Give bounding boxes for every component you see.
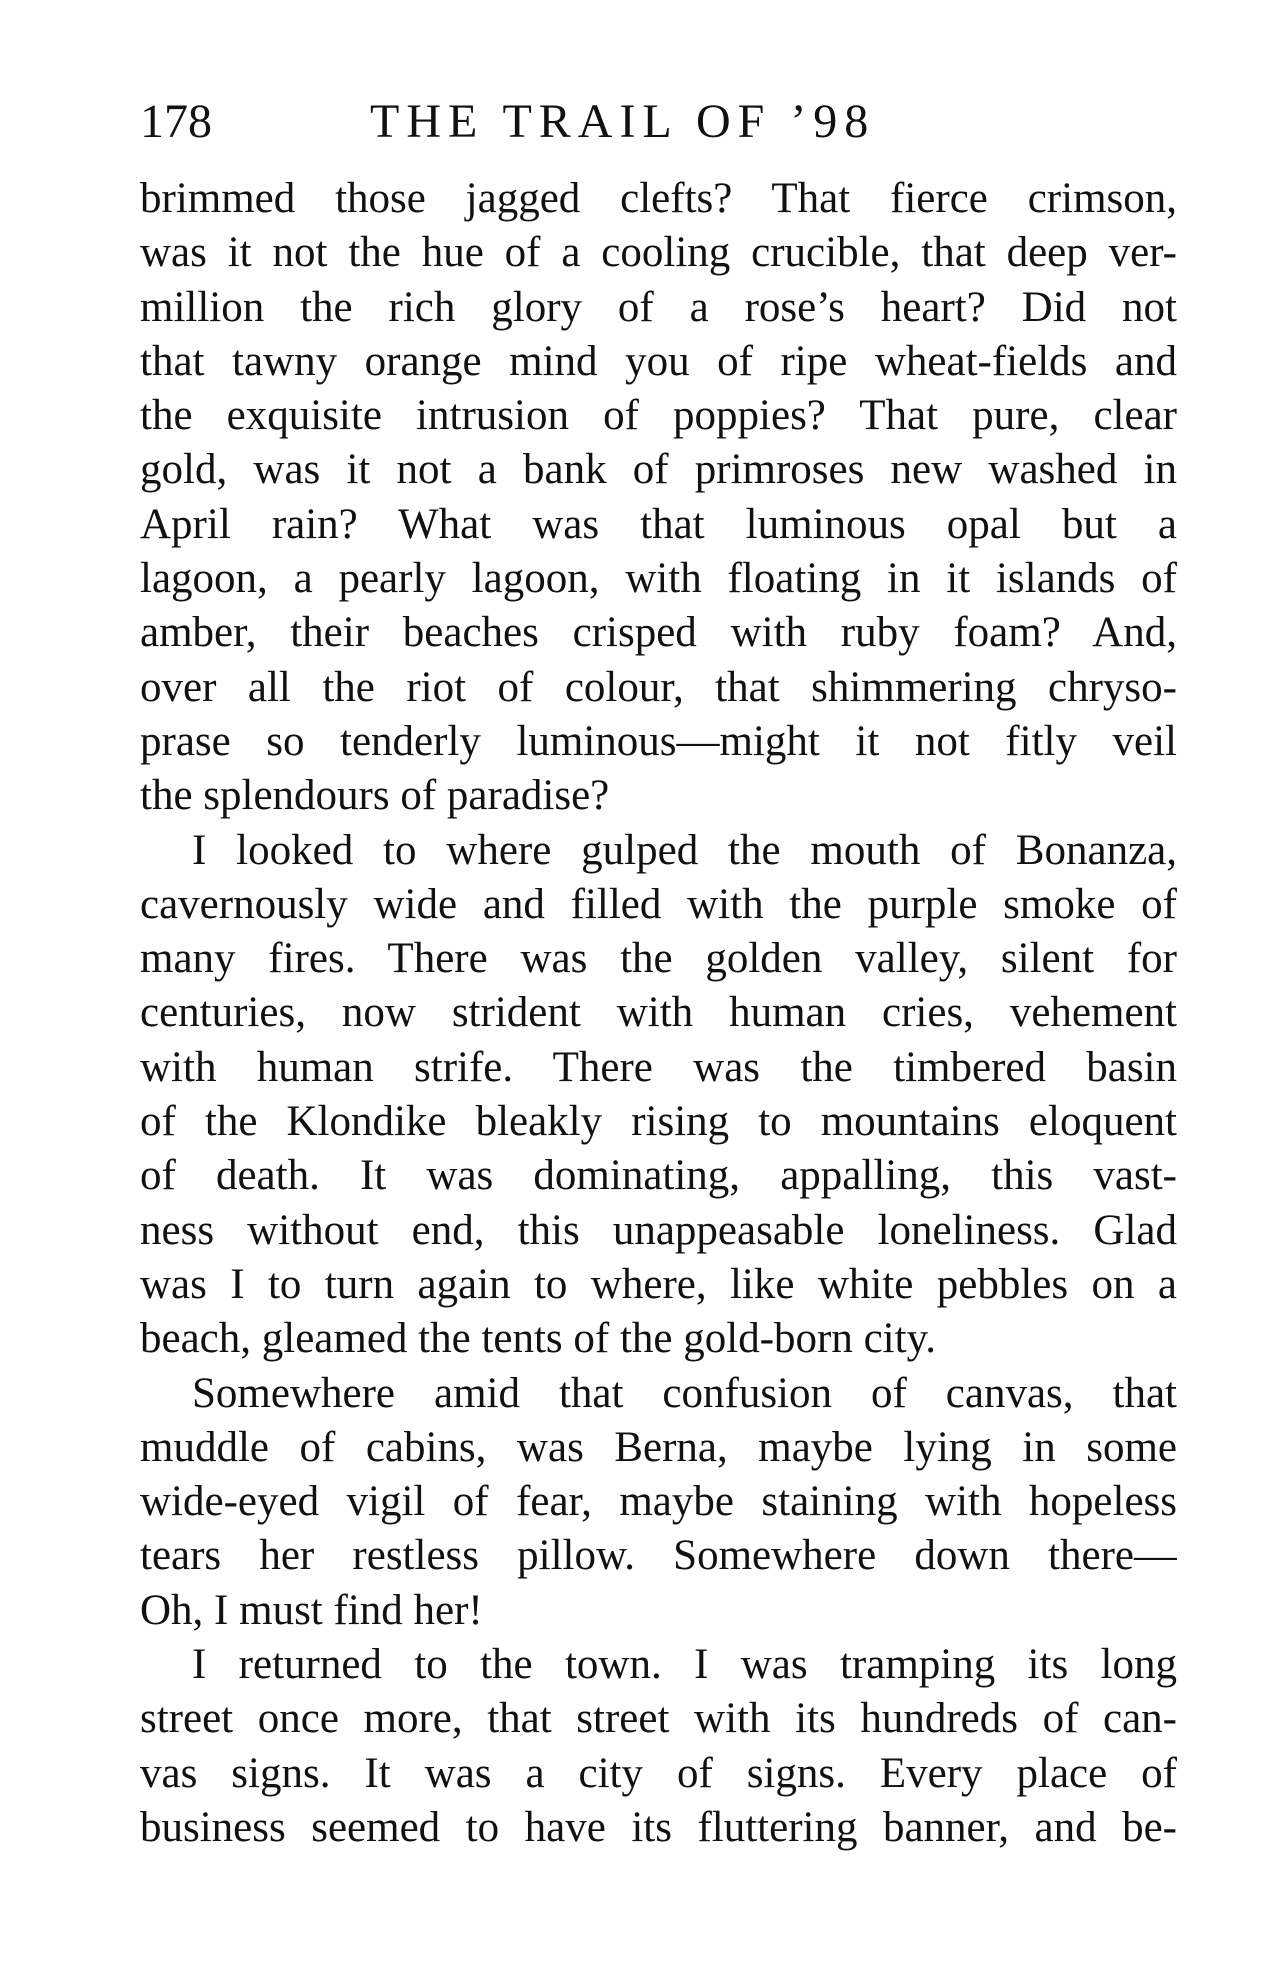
- running-title: THE TRAIL OF ’98: [370, 95, 876, 148]
- text-line: was I to turn again to where, like white pebbles on a: [140, 1260, 1177, 1308]
- text-line: lagoon, a pearly lagoon, with floating in it islands of: [140, 555, 1177, 603]
- text-line: of the Klondike bleakly rising to mountains eloquent: [140, 1098, 1177, 1146]
- text-line: prase so tenderly luminous—might it not fitly veil: [140, 717, 1177, 765]
- text-line: wide-eyed vigil of fear, maybe staining with hopeless: [140, 1478, 1177, 1526]
- text-line: beach, gleamed the tents of the gold-born city.: [140, 1315, 937, 1363]
- text-line: of death. It was dominating, appalling, this vast-: [140, 1152, 1177, 1200]
- text-line: gold, was it not a bank of primroses new washed in: [140, 446, 1177, 494]
- text-line: the exquisite intrusion of poppies? That pure, clear: [140, 392, 1177, 440]
- text-line: Oh, I must find her!: [140, 1586, 483, 1634]
- paragraph: [140, 1367, 1177, 1638]
- text-line: cavernously wide and filled with the purple smoke of: [140, 880, 1177, 928]
- text-line: with human strife. There was the timbered basin: [140, 1043, 1177, 1091]
- text-line: amber, their beaches crisped with ruby foam? And,: [140, 609, 1177, 657]
- text-line: ness without end, this unappeasable loneliness. Glad: [140, 1206, 1177, 1254]
- text-line: street once more, that street with its hundreds of can-: [140, 1695, 1177, 1743]
- text-line: muddle of cabins, was Berna, maybe lying in some: [140, 1423, 1177, 1471]
- body-text: [140, 172, 1177, 1855]
- text-line: million the rich glory of a rose’s heart? Did not: [140, 283, 1177, 331]
- text-line: that tawny orange mind you of ripe wheat-fields and: [140, 337, 1177, 385]
- text-line: the splendours of paradise?: [140, 772, 610, 820]
- page-number: 178: [140, 95, 212, 148]
- text-line: was it not the hue of a cooling crucible, that deep ver-: [140, 229, 1177, 277]
- text-line: tears her restless pillow. Somewhere down there—: [140, 1532, 1177, 1580]
- text-line: over all the riot of colour, that shimmering chryso-: [140, 663, 1177, 711]
- text-line: centuries, now strident with human cries, vehement: [140, 989, 1177, 1037]
- paragraph: [140, 824, 1177, 1367]
- text-line: vas signs. It was a city of signs. Every place of: [140, 1749, 1177, 1797]
- text-line: business seemed to have its fluttering banner, and be-: [140, 1803, 1177, 1851]
- text-line: I looked to where gulped the mouth of Bonanza,: [192, 826, 1177, 874]
- text-line: I returned to the town. I was tramping its long: [192, 1641, 1177, 1689]
- text-line: brimmed those jagged clefts? That fierce crimson,: [140, 175, 1177, 222]
- paragraph: [140, 172, 1177, 824]
- paragraph: [140, 1638, 1177, 1855]
- text-line: Somewhere amid that confusion of canvas, that: [192, 1369, 1177, 1417]
- text-line: April rain? What was that luminous opal but a: [140, 500, 1177, 548]
- text-line: many fires. There was the golden valley, silent for: [140, 935, 1177, 983]
- page-header: [140, 92, 1180, 152]
